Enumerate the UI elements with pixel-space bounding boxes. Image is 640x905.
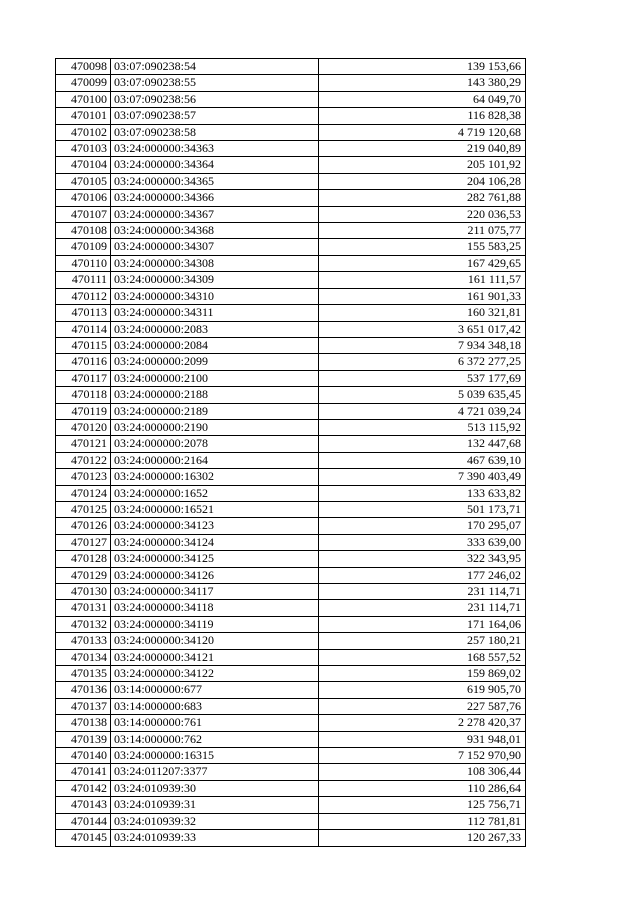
value-cell: 257 180,21 (319, 633, 526, 649)
table-row (56, 124, 526, 140)
cadastral-number-cell: 03:24:000000:2164 (111, 452, 319, 468)
row-id-cell: 470102 (56, 124, 111, 140)
row-id-cell: 470134 (56, 649, 111, 665)
cadastral-number-cell: 03:24:010939:32 (111, 813, 319, 829)
cadastral-number-cell: 03:24:000000:34117 (111, 584, 319, 600)
value-cell: 619 905,70 (319, 682, 526, 698)
value-cell: 112 781,81 (319, 813, 526, 829)
cadastral-number-cell: 03:24:000000:34309 (111, 272, 319, 288)
row-id-cell: 470125 (56, 501, 111, 517)
row-id-cell: 470133 (56, 633, 111, 649)
table-row (56, 173, 526, 189)
row-id-cell: 470141 (56, 764, 111, 780)
row-id-cell: 470123 (56, 469, 111, 485)
table-row (56, 288, 526, 304)
row-id-cell: 470127 (56, 534, 111, 550)
value-cell: 143 380,29 (319, 75, 526, 91)
cadastral-number-cell: 03:07:090238:58 (111, 124, 319, 140)
row-id-cell: 470137 (56, 698, 111, 714)
value-cell: 4 719 120,68 (319, 124, 526, 140)
table-row (56, 59, 526, 75)
table-row (56, 534, 526, 550)
table-row (56, 649, 526, 665)
row-id-cell: 470126 (56, 518, 111, 534)
table-row (56, 764, 526, 780)
value-cell: 168 557,52 (319, 649, 526, 665)
table-row (56, 190, 526, 206)
cadastral-number-cell: 03:24:000000:16302 (111, 469, 319, 485)
value-cell: 231 114,71 (319, 584, 526, 600)
cadastral-number-cell: 03:24:000000:16521 (111, 501, 319, 517)
cadastral-number-cell: 03:14:000000:761 (111, 715, 319, 731)
cadastral-number-cell: 03:24:000000:34120 (111, 633, 319, 649)
table-row (56, 255, 526, 271)
row-id-cell: 470106 (56, 190, 111, 206)
table-row (56, 584, 526, 600)
row-id-cell: 470112 (56, 288, 111, 304)
row-id-cell: 470142 (56, 780, 111, 796)
value-cell: 7 152 970,90 (319, 748, 526, 764)
table-row (56, 600, 526, 616)
value-cell: 211 075,77 (319, 223, 526, 239)
value-cell: 7 934 348,18 (319, 337, 526, 353)
value-cell: 64 049,70 (319, 91, 526, 107)
table-row (56, 698, 526, 714)
value-cell: 120 267,33 (319, 830, 526, 846)
table-row (56, 780, 526, 796)
cadastral-number-cell: 03:24:000000:2190 (111, 419, 319, 435)
value-cell: 220 036,53 (319, 206, 526, 222)
value-cell: 2 278 420,37 (319, 715, 526, 731)
cadastral-number-cell: 03:24:000000:34122 (111, 666, 319, 682)
row-id-cell: 470111 (56, 272, 111, 288)
value-cell: 139 153,66 (319, 59, 526, 75)
cadastral-number-cell: 03:24:010939:30 (111, 780, 319, 796)
row-id-cell: 470103 (56, 141, 111, 157)
cadastral-number-cell: 03:07:090238:57 (111, 108, 319, 124)
value-cell: 108 306,44 (319, 764, 526, 780)
table-row (56, 370, 526, 386)
cadastral-number-cell: 03:07:090238:55 (111, 75, 319, 91)
cadastral-number-cell: 03:24:000000:2189 (111, 403, 319, 419)
row-id-cell: 470139 (56, 731, 111, 747)
table-row (56, 748, 526, 764)
cadastral-number-cell: 03:24:000000:2100 (111, 370, 319, 386)
cadastral-number-cell: 03:24:000000:34124 (111, 534, 319, 550)
table-row (56, 518, 526, 534)
value-cell: 219 040,89 (319, 141, 526, 157)
value-cell: 5 039 635,45 (319, 387, 526, 403)
value-cell: 155 583,25 (319, 239, 526, 255)
cadastral-number-cell: 03:24:011207:3377 (111, 764, 319, 780)
row-id-cell: 470120 (56, 419, 111, 435)
row-id-cell: 470128 (56, 551, 111, 567)
cadastral-number-cell: 03:24:000000:34366 (111, 190, 319, 206)
row-id-cell: 470143 (56, 797, 111, 813)
row-id-cell: 470100 (56, 91, 111, 107)
value-cell: 161 901,33 (319, 288, 526, 304)
value-cell: 931 948,01 (319, 731, 526, 747)
row-id-cell: 470109 (56, 239, 111, 255)
value-cell: 231 114,71 (319, 600, 526, 616)
cadastral-number-cell: 03:24:000000:16315 (111, 748, 319, 764)
value-cell: 3 651 017,42 (319, 321, 526, 337)
table-row (56, 485, 526, 501)
cadastral-number-cell: 03:24:000000:34307 (111, 239, 319, 255)
cadastral-number-cell: 03:24:000000:2099 (111, 354, 319, 370)
row-id-cell: 470108 (56, 223, 111, 239)
row-id-cell: 470115 (56, 337, 111, 353)
table-row (56, 436, 526, 452)
row-id-cell: 470140 (56, 748, 111, 764)
row-id-cell: 470114 (56, 321, 111, 337)
cadastral-number-cell: 03:24:000000:34365 (111, 173, 319, 189)
value-cell: 177 246,02 (319, 567, 526, 583)
value-cell: 4 721 039,24 (319, 403, 526, 419)
table-row (56, 633, 526, 649)
cadastral-number-cell: 03:07:090238:54 (111, 59, 319, 75)
value-cell: 167 429,65 (319, 255, 526, 271)
table-row (56, 419, 526, 435)
row-id-cell: 470118 (56, 387, 111, 403)
cadastral-number-cell: 03:24:000000:34119 (111, 616, 319, 632)
table-row (56, 813, 526, 829)
value-cell: 110 286,64 (319, 780, 526, 796)
value-cell: 333 639,00 (319, 534, 526, 550)
row-id-cell: 470101 (56, 108, 111, 124)
cadastral-number-cell: 03:24:000000:34363 (111, 141, 319, 157)
cadastral-number-cell: 03:14:000000:677 (111, 682, 319, 698)
table-row (56, 731, 526, 747)
table-row (56, 715, 526, 731)
row-id-cell: 470124 (56, 485, 111, 501)
cadastral-number-cell: 03:24:000000:34121 (111, 649, 319, 665)
table-row (56, 321, 526, 337)
value-cell: 204 106,28 (319, 173, 526, 189)
cadastral-number-cell: 03:24:000000:34308 (111, 255, 319, 271)
row-id-cell: 470104 (56, 157, 111, 173)
table-row (56, 682, 526, 698)
table-row (56, 239, 526, 255)
table-row (56, 797, 526, 813)
table-row (56, 141, 526, 157)
row-id-cell: 470119 (56, 403, 111, 419)
row-id-cell: 470098 (56, 59, 111, 75)
cadastral-number-cell: 03:24:000000:34123 (111, 518, 319, 534)
value-cell: 467 639,10 (319, 452, 526, 468)
value-cell: 160 321,81 (319, 305, 526, 321)
table-body (56, 59, 526, 847)
row-id-cell: 470117 (56, 370, 111, 386)
cadastral-number-cell: 03:24:000000:34367 (111, 206, 319, 222)
table-row (56, 75, 526, 91)
row-id-cell: 470145 (56, 830, 111, 846)
cadastral-number-cell: 03:24:000000:34311 (111, 305, 319, 321)
table-row (56, 567, 526, 583)
row-id-cell: 470132 (56, 616, 111, 632)
table-row (56, 616, 526, 632)
value-cell: 133 633,82 (319, 485, 526, 501)
cadastral-number-cell: 03:24:000000:34118 (111, 600, 319, 616)
cadastral-number-cell: 03:24:000000:2078 (111, 436, 319, 452)
value-cell: 282 761,88 (319, 190, 526, 206)
row-id-cell: 470144 (56, 813, 111, 829)
value-cell: 7 390 403,49 (319, 469, 526, 485)
table-row (56, 206, 526, 222)
cadastral-number-cell: 03:24:000000:34125 (111, 551, 319, 567)
table-row (56, 223, 526, 239)
cadastral-number-cell: 03:24:000000:2083 (111, 321, 319, 337)
cadastral-number-cell: 03:24:000000:2084 (111, 337, 319, 353)
cadastral-number-cell: 03:07:090238:56 (111, 91, 319, 107)
row-id-cell: 470131 (56, 600, 111, 616)
table-row (56, 469, 526, 485)
table-row (56, 272, 526, 288)
row-id-cell: 470138 (56, 715, 111, 731)
value-cell: 537 177,69 (319, 370, 526, 386)
table-row (56, 452, 526, 468)
table-row (56, 91, 526, 107)
table-row (56, 403, 526, 419)
cadastral-number-cell: 03:24:000000:2188 (111, 387, 319, 403)
value-cell: 125 756,71 (319, 797, 526, 813)
table-row (56, 354, 526, 370)
cadastral-number-cell: 03:24:010939:33 (111, 830, 319, 846)
row-id-cell: 470113 (56, 305, 111, 321)
cadastral-number-cell: 03:14:000000:683 (111, 698, 319, 714)
value-cell: 170 295,07 (319, 518, 526, 534)
row-id-cell: 470099 (56, 75, 111, 91)
value-cell: 171 164,06 (319, 616, 526, 632)
row-id-cell: 470136 (56, 682, 111, 698)
cadastral-number-cell: 03:24:000000:34310 (111, 288, 319, 304)
table-row (56, 337, 526, 353)
row-id-cell: 470130 (56, 584, 111, 600)
cadastral-number-cell: 03:24:010939:31 (111, 797, 319, 813)
table-row (56, 830, 526, 846)
row-id-cell: 470110 (56, 255, 111, 271)
row-id-cell: 470107 (56, 206, 111, 222)
value-cell: 227 587,76 (319, 698, 526, 714)
cadastral-number-cell: 03:24:000000:34126 (111, 567, 319, 583)
value-cell: 132 447,68 (319, 436, 526, 452)
value-cell: 322 343,95 (319, 551, 526, 567)
value-cell: 161 111,57 (319, 272, 526, 288)
row-id-cell: 470129 (56, 567, 111, 583)
table-row (56, 305, 526, 321)
cadastral-number-cell: 03:24:000000:34368 (111, 223, 319, 239)
value-cell: 6 372 277,25 (319, 354, 526, 370)
table-row (56, 108, 526, 124)
data-table (55, 58, 526, 847)
cadastral-number-cell: 03:14:000000:762 (111, 731, 319, 747)
value-cell: 501 173,71 (319, 501, 526, 517)
cadastral-number-cell: 03:24:000000:34364 (111, 157, 319, 173)
row-id-cell: 470122 (56, 452, 111, 468)
value-cell: 205 101,92 (319, 157, 526, 173)
value-cell: 159 869,02 (319, 666, 526, 682)
table-row (56, 551, 526, 567)
table-row (56, 501, 526, 517)
row-id-cell: 470105 (56, 173, 111, 189)
row-id-cell: 470135 (56, 666, 111, 682)
value-cell: 116 828,38 (319, 108, 526, 124)
row-id-cell: 470116 (56, 354, 111, 370)
cadastral-number-cell: 03:24:000000:1652 (111, 485, 319, 501)
row-id-cell: 470121 (56, 436, 111, 452)
value-cell: 513 115,92 (319, 419, 526, 435)
table-row (56, 666, 526, 682)
table-row (56, 387, 526, 403)
table-row (56, 157, 526, 173)
